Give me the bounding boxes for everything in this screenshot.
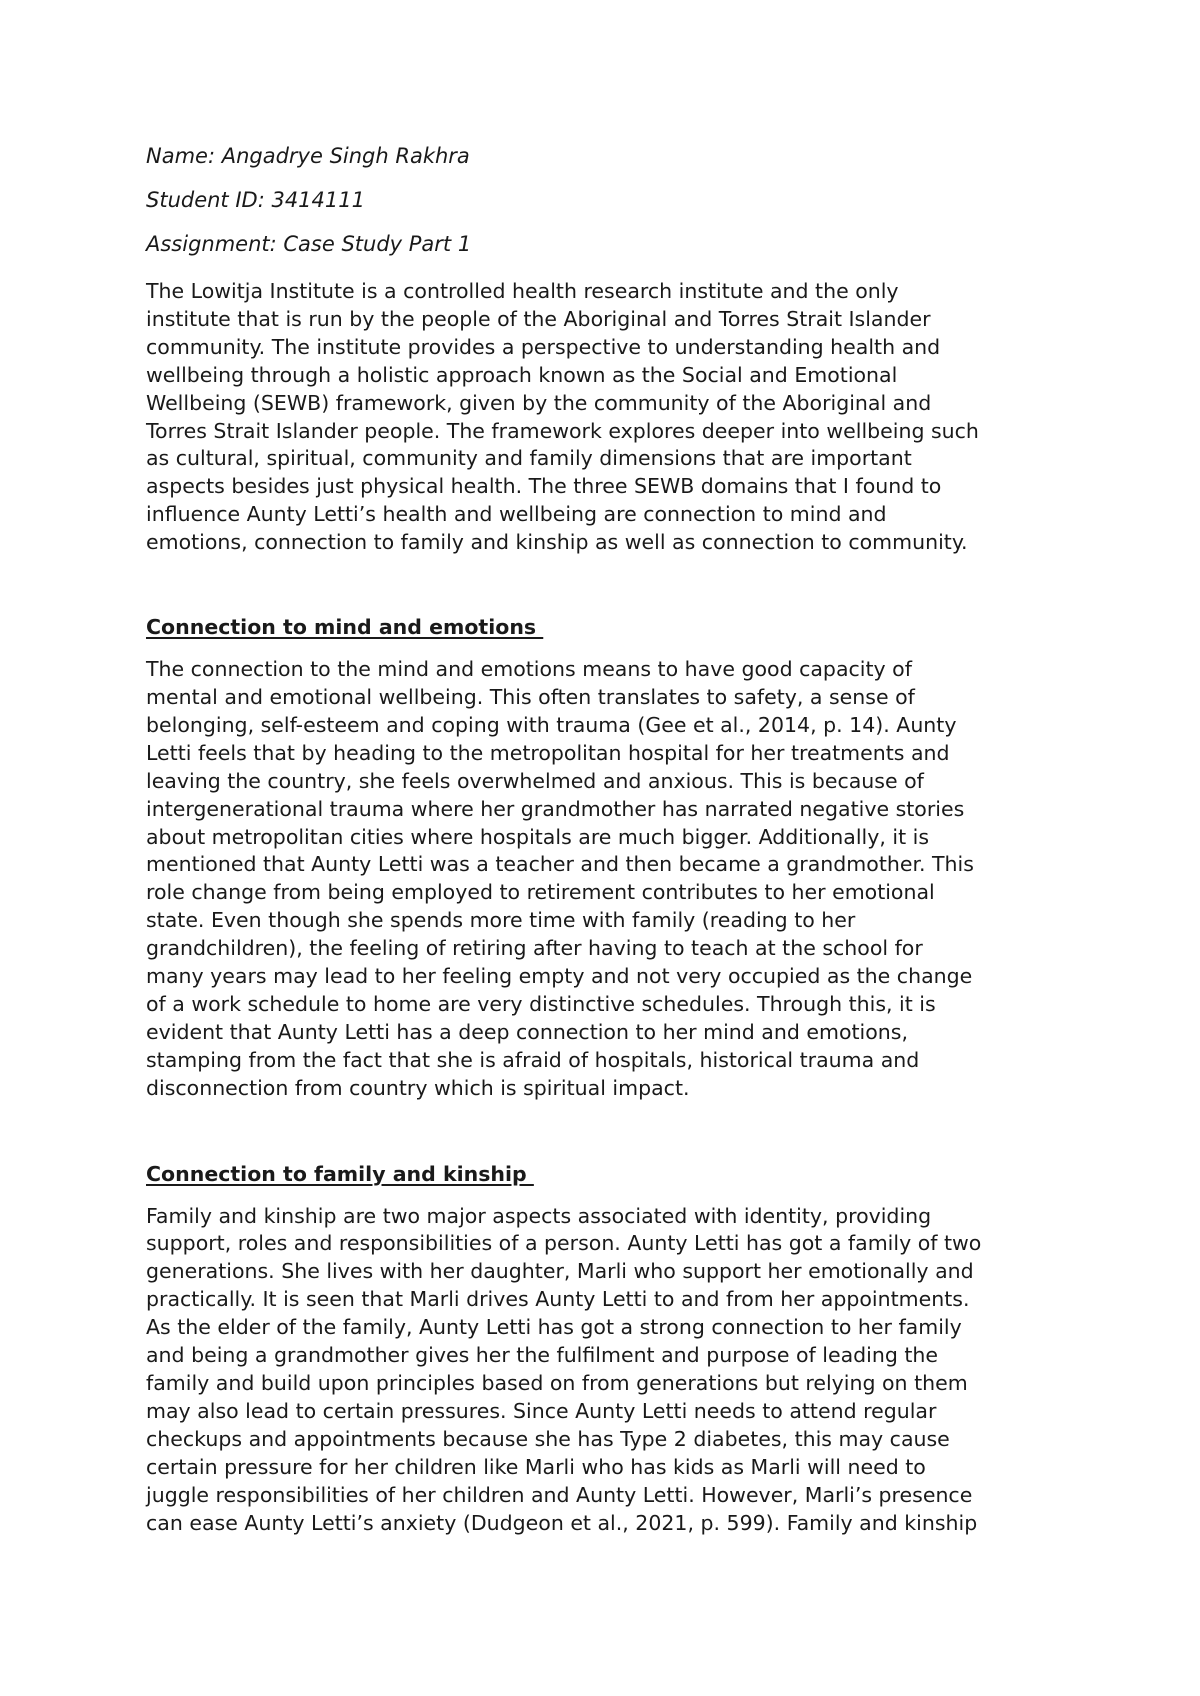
text-line: Torres Strait Islander people. The framework explores deeper into wellbeing such [146,418,979,443]
text-line: mental and emotional wellbeing. This often translates to safety, a sense of [146,684,915,709]
text-line: The connection to the mind and emotions means to have good capacity of [146,657,912,682]
text-line: community. The institute provides a perspective to understanding health and [146,334,941,359]
section-spacer [146,557,1076,613]
text-line: about metropolitan cities where hospitals are much bigger. Additionally, it is [146,824,929,849]
text-line: leaving the country, she feels overwhelmed and anxious. This is because of [146,768,924,793]
text-line: family and build upon principles based on from generations but relying on them [146,1371,968,1395]
assignment-title: Assignment: Case Study Part 1 [146,232,472,256]
student-id: Student ID: 3414111 [146,188,365,212]
text-line: mentioned that Aunty Letti was a teacher and then became a grandmother. This [146,852,974,877]
text-line: aspects besides just physical health. The three SEWB domains that I found to [146,474,942,499]
text-line: Letti feels that by heading to the metropolitan hospital for her treatments and [146,740,950,765]
document-page [146,142,1076,1537]
text-line: practically. It is seen that Marli drives Aunty Letti to and from her appointments. [146,1287,970,1312]
text-line: belonging, self-esteem and coping with trauma (Gee et al., 2014, p. 14). Aunty [146,712,957,737]
text-line: emotions, connection to family and kinship as well as connection to community. [146,530,968,555]
section-spacer [146,1103,1076,1160]
text-line: stamping from the fact that she is afraid of hospitals, historical trauma and [146,1047,920,1072]
text-line: certain pressure for her children like Marli who has kids as Marli will need to [146,1454,926,1479]
text-line: generations. She lives with her daughter, Marli who support her emotionally and [146,1259,974,1284]
text-line: state. Even though she spends more time with family (reading to her [146,908,856,933]
text-line: Wellbeing (SEWB) framework, given by the community of the Aboriginal and [146,390,932,415]
family-kinship-paragraph [146,1203,1076,1538]
section-heading-family-kinship: Connection to family and kinship [146,1161,534,1186]
text-line: may also lead to certain pressures. Since Aunty Letti needs to attend regular [146,1398,937,1423]
text-line: The Lowitja Institute is a controlled health research institute and the only [146,279,899,303]
text-line: many years may lead to her feeling empty and not very occupied as the change [146,964,973,989]
text-line: wellbeing through a holistic approach known as the Social and Emotional [146,362,898,387]
text-line: As the elder of the family, Aunty Letti has got a strong connection to her family [146,1315,962,1340]
text-line: of a work schedule to home are very distinctive schedules. Through this, it is [146,991,936,1016]
text-line: influence Aunty Letti’s health and wellbeing are connection to mind and [146,502,887,527]
text-line: and being a grandmother gives her the fulfilment and purpose of leading the [146,1343,939,1368]
mind-emotions-paragraph [146,656,1076,1103]
text-line: Family and kinship are two major aspects associated with identity, providing [146,1203,932,1228]
text-line: juggle responsibilities of her children and Aunty Letti. However, Marli’s presence [146,1482,973,1507]
section-heading-mind-emotions: Connection to mind and emotions [146,615,544,640]
intro-paragraph [146,278,1076,557]
text-line: checkups and appointments because she has Type 2 diabetes, this may cause [146,1426,950,1451]
student-name: Name: Angadrye Singh Rakhra [146,144,470,168]
text-line: as cultural, spiritual, community and family dimensions that are important [146,446,912,471]
text-line: disconnection from country which is spiritual impact. [146,1075,690,1100]
text-line: grandchildren), the feeling of retiring after having to teach at the school for [146,936,923,961]
text-line: can ease Aunty Letti’s anxiety (Dudgeon et al., 2021, p. 599). Family and kinship [146,1510,978,1535]
text-line: role change from being employed to retirement contributes to her emotional [146,880,935,905]
text-line: institute that is run by the people of the Aboriginal and Torres Strait Islander [146,306,931,331]
text-line: support, roles and responsibilities of a person. Aunty Letti has got a family of two [146,1231,982,1256]
text-line: intergenerational trauma where her grandmother has narrated negative stories [146,796,965,821]
text-line: evident that Aunty Letti has a deep connection to her mind and emotions, [146,1019,908,1044]
